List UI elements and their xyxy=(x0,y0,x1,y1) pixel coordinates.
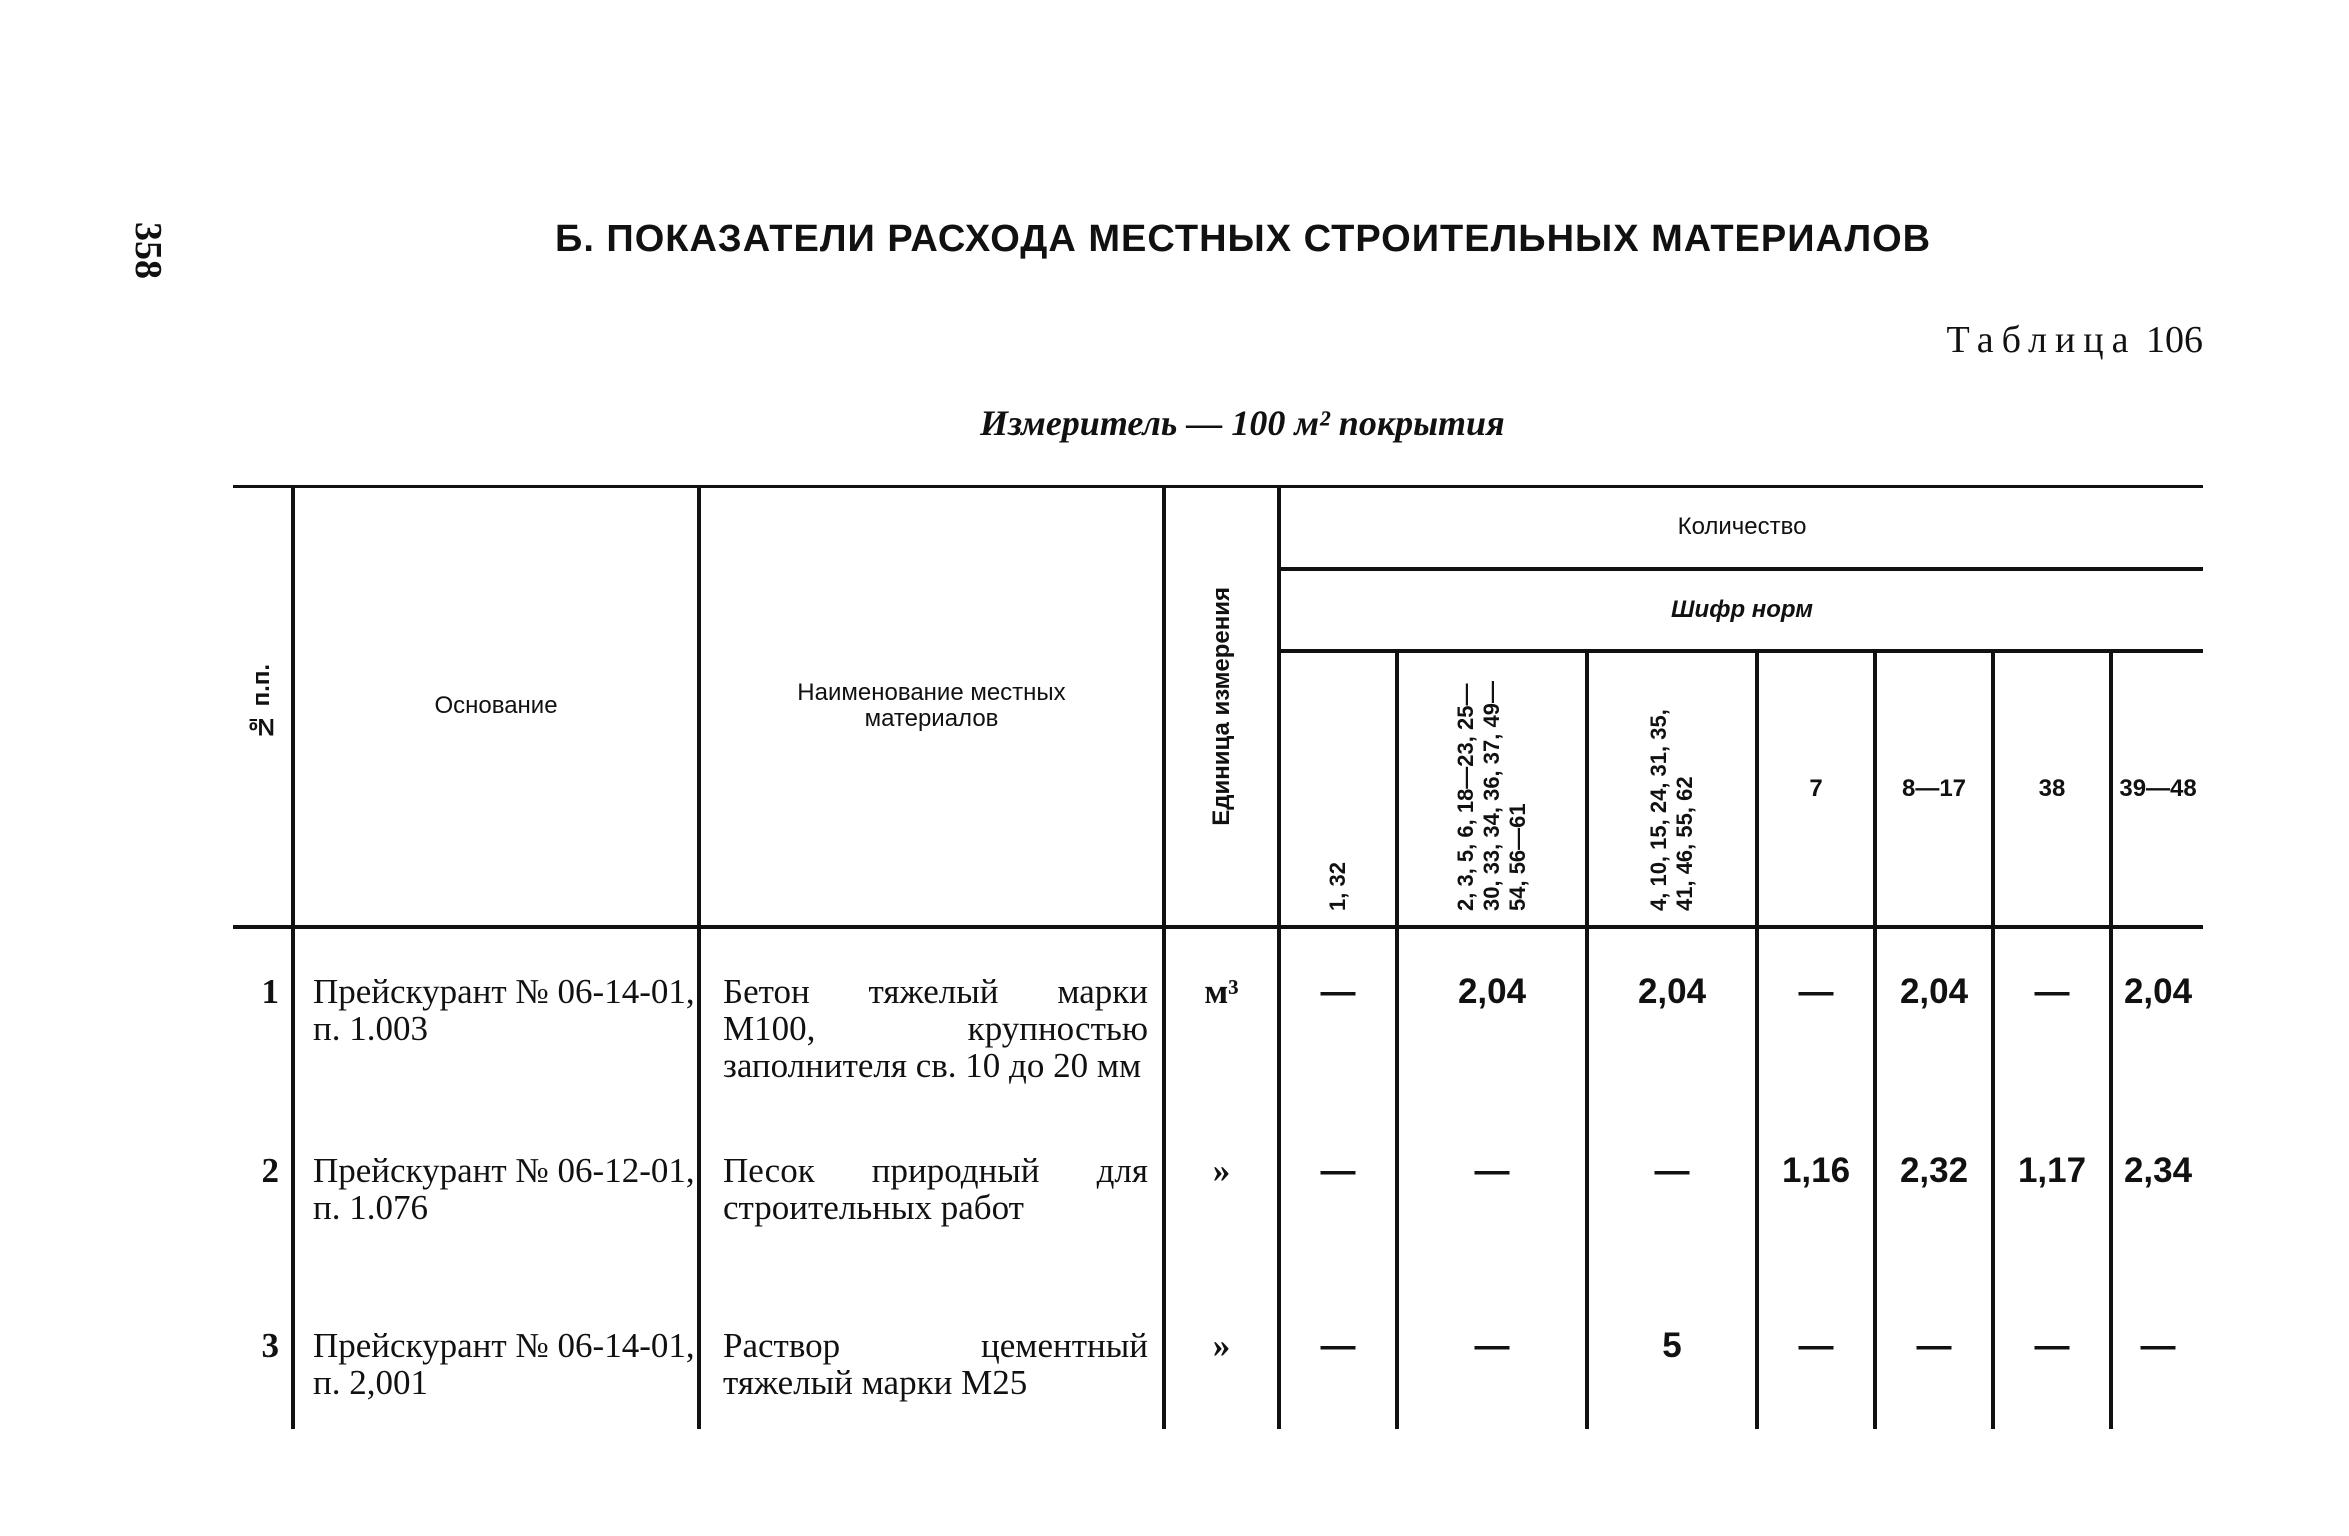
row-value: — xyxy=(1757,1287,1875,1429)
material-norms-table xyxy=(233,485,2203,1429)
row-value: — xyxy=(1397,1287,1587,1429)
header-material: Наименование местных материалов xyxy=(699,487,1164,927)
header-quantity: Количество xyxy=(1279,487,2203,569)
row-value: 2,04 xyxy=(1587,927,1757,1108)
section-heading: Б. ПОКАЗАТЕЛИ РАСХОДА МЕСТНЫХ СТРОИТЕЛЬНЫХ МАТЕРИАЛОВ xyxy=(555,218,1932,260)
row-basis: Прейскурант № 06-12-01, п. 1.076 xyxy=(293,1108,699,1287)
header-basis: Основание xyxy=(293,487,699,927)
row-number: 1 xyxy=(261,971,279,1011)
unit-caption: Измеритель — 100 м² покрытия xyxy=(980,403,1505,443)
row-material: Раствор цементный тяжелый марки М25 xyxy=(699,1287,1164,1429)
row-basis: Прейскурант № 06-14-01, п. 2,001 xyxy=(293,1287,699,1429)
row-value: — xyxy=(1993,927,2111,1108)
row-unit: » xyxy=(1164,1287,1279,1429)
norm-code-5: 8—17 xyxy=(1875,651,1993,927)
header-row-number: № п.п. xyxy=(233,487,293,927)
row-value: — xyxy=(1587,1108,1757,1287)
row-unit: » xyxy=(1164,1108,1279,1287)
row-value: — xyxy=(1397,1108,1587,1287)
table-caption xyxy=(1946,318,2203,362)
row-value: 2,32 xyxy=(1875,1108,1993,1287)
row-value: — xyxy=(1875,1287,1993,1429)
page-number: 358 xyxy=(127,222,169,279)
table-row xyxy=(233,927,2203,1108)
norm-code-7: 39—48 xyxy=(2111,651,2203,927)
table-caption-label: Таблица xyxy=(1946,319,2137,361)
row-number: 3 xyxy=(261,1325,279,1365)
row-number: 2 xyxy=(261,1150,279,1190)
table-caption-number: 106 xyxy=(2146,319,2203,361)
header-norm-code: Шифр норм xyxy=(1279,569,2203,651)
row-value: — xyxy=(1279,1287,1397,1429)
table-row xyxy=(233,1287,2203,1429)
row-material: Песок природный для строительных работ xyxy=(699,1108,1164,1287)
table-row xyxy=(233,1108,2203,1287)
row-value: — xyxy=(2111,1287,2203,1429)
row-value: 2,04 xyxy=(1875,927,1993,1108)
norm-code-1: 1, 32 xyxy=(1279,651,1397,927)
row-value: — xyxy=(1993,1287,2111,1429)
row-value: 2,04 xyxy=(2111,927,2203,1108)
row-value: — xyxy=(1279,1108,1397,1287)
norm-code-6: 38 xyxy=(1993,651,2111,927)
norm-code-4: 7 xyxy=(1757,651,1875,927)
header-unit: Единица измерения xyxy=(1164,487,1279,927)
row-value: 1,16 xyxy=(1757,1108,1875,1287)
norm-code-2: 2, 3, 5, 6, 18—23, 25—30, 33, 34, 36, 37, 49—54, 56—61 xyxy=(1397,651,1587,927)
row-value: 5 xyxy=(1587,1287,1757,1429)
row-value: — xyxy=(1279,927,1397,1108)
row-value: 1,17 xyxy=(1993,1108,2111,1287)
row-value: 2,34 xyxy=(2111,1108,2203,1287)
row-material: Бетон тяжелый марки М100, крупностью заполнителя св. 10 до 20 мм xyxy=(699,927,1164,1108)
row-value: 2,04 xyxy=(1397,927,1587,1108)
row-basis: Прейскурант № 06-14-01, п. 1.003 xyxy=(293,927,699,1108)
norm-code-3: 4, 10, 15, 24, 31, 35, 41, 46, 55, 62 xyxy=(1587,651,1757,927)
row-unit: м³ xyxy=(1164,927,1279,1108)
row-value: — xyxy=(1757,927,1875,1108)
